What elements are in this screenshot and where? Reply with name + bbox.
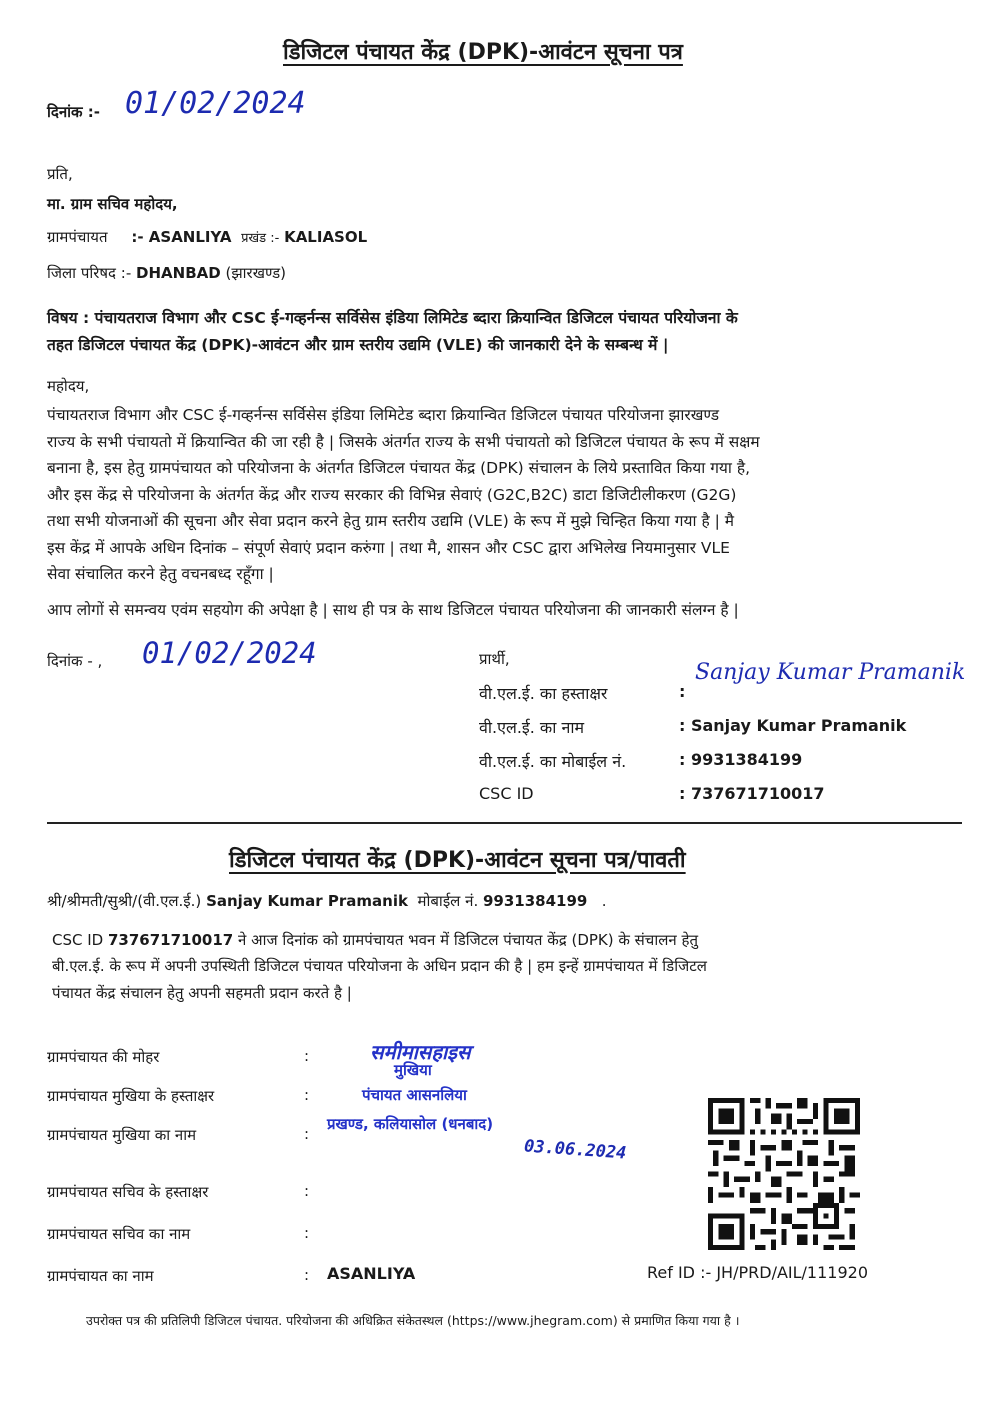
letter-title: डिजिटल पंचायत केंद्र (DPK)-आवंटन सूचना पत्र: [283, 40, 683, 65]
gp-head-signature-label: ग्रामपंचायत मुखिया के हस्ताक्षर: [47, 1087, 215, 1105]
vle-mobile-value: : 9931384199: [679, 750, 803, 769]
receipt-line-2: [52, 930, 698, 950]
vle-name-value: : Sanjay Kumar Pramanik: [679, 716, 907, 735]
closing-line: आप लोगों से समन्वय एवंम सहयोग की अपेक्षा है | साथ ही पत्र के साथ डिजिटल पंचायत परियोजना की जानकारी संलग्न है |: [47, 601, 739, 619]
receipt-line-1: [47, 891, 606, 911]
vle-signature-label: वी.एल.ई. का हस्ताक्षर: [479, 684, 608, 703]
gp-label: ग्रामपंचायत: [47, 228, 108, 246]
salutation: महोदय,: [47, 377, 90, 395]
receipt-csc-value: 737671710017: [108, 931, 234, 949]
vle-signature: Sanjay Kumar Pramanik: [695, 660, 966, 685]
qr-code: [708, 1098, 860, 1250]
footer-note: उपरोक्त पत्र की प्रतिलिपी डिजिटल पंचायत. परियोजना की अधिक्रित संकेतस्थल (https://www.jhegram.com) से प्रमाणित किया गया है ।: [86, 1313, 740, 1328]
body-line: और इस केंद्र से परियोजना के अंतर्गत केंद्र और राज्य सरकार की विभिन्न सेवाएं (G2C,B2C) डाटा डिजिटीलीकरण (G2G): [47, 485, 737, 504]
district-state: (झारखण्ड): [225, 264, 286, 282]
gp-secretary-signature-label: ग्रामपंचायत सचिव के हस्ताक्षर: [47, 1183, 209, 1201]
date2-handwritten: 01/02/2024: [142, 636, 317, 670]
receipt-title: डिजिटल पंचायत केंद्र (DPK)-आवंटन सूचना पत्र/पावती: [229, 848, 686, 873]
addressee: मा. ग्राम सचिव महोदय,: [47, 195, 178, 213]
gp-seal-label: ग्रामपंचायत की मोहर: [47, 1048, 160, 1066]
subject-line: तहत डिजिटल पंचायत केंद्र (DPK)-आवंटन और ग्राम स्तरीय उद्यमि (VLE) की जानकारी देने के सम्बन्ध में |: [47, 336, 669, 354]
gp-name-value: ASANLIYA: [327, 1264, 416, 1283]
receipt-mobile-label: मोबाईल नं.: [417, 892, 479, 910]
block-label: प्रखंड :-: [241, 231, 280, 246]
body-line: राज्य के सभी पंचायतो में क्रियान्वित की जा रही है | जिसके अंतर्गत राज्य के सभी पंचायतो को डिजिटल पंचायत के रूप में सक्षम: [47, 432, 760, 451]
csc-id-value: : 737671710017: [679, 784, 825, 803]
gp-name-label: ग्रामपंचायत का नाम: [47, 1267, 154, 1285]
gp-head-name-colon: :: [304, 1125, 310, 1143]
date-label: दिनांक :-: [47, 103, 101, 121]
vle-mobile-label: वी.एल.ई. का मोबाईल नं.: [479, 752, 627, 771]
applicant-label: प्रार्थी,: [479, 650, 510, 668]
stamp-date-handwritten: 03.06.2024: [523, 1136, 627, 1164]
gp-secretary-name-label: ग्रामपंचायत सचिव का नाम: [47, 1225, 191, 1243]
csc-id-label: CSC ID: [479, 784, 534, 803]
gp-seal-colon: :: [304, 1047, 310, 1065]
gram-panchayat-row: [47, 227, 367, 247]
vle-name-label: वी.एल.ई. का नाम: [479, 718, 585, 737]
body-line: इस केंद्र में आपके अधिन दिनांक – संपूर्ण सेवाएं प्रदान करुंगा | तथा मै, शासन और CSC द्वारा अभिलेख नियमानुसार VLE: [47, 538, 730, 557]
body-line: बनाना है, इस हेतु ग्रामपंचायत को परियोजना के अंतर्गत डिजिटल पंचायत केंद्र (DPK) संचालन के लिये प्रस्तावित किया गया है,: [47, 459, 751, 477]
mukhiya-signature: समीमासहाइस: [370, 1040, 471, 1064]
receipt-csc-label: CSC ID: [52, 931, 104, 949]
district-label: जिला परिषद :-: [47, 264, 132, 282]
date-handwritten: 01/02/2024: [125, 86, 306, 121]
gp-value: :- ASANLIYA: [131, 228, 232, 246]
receipt-prefix: श्री/श्रीमती/सुश्री/(वी.एल.ई.): [47, 892, 202, 910]
gp-head-signature-colon: :: [304, 1086, 310, 1104]
receipt-line-4: पंचायत केंद्र संचालन हेतु अपनी सहमती प्रदान करते है |: [52, 984, 352, 1002]
gp-head-name-label: ग्रामपंचायत मुखिया का नाम: [47, 1126, 197, 1144]
gp-name-colon: :: [304, 1266, 310, 1284]
district-value: DHANBAD: [136, 264, 221, 282]
receipt-line-2-rest: ने आज दिनांक को ग्रामपंचायत भवन में डिजिटल पंचायत केंद्र (DPK) के संचालन हेतु: [238, 931, 698, 949]
subject-line: विषय : पंचायतराज विभाग और CSC ई-गव्हर्नन्स सर्विसेस इंडिया लिमिटेड ब्दारा क्रियान्वित डिजिटल पंचायत परियोजना के: [47, 309, 738, 327]
receipt-line-3: बी.एल.ई. के रूप में अपनी उपस्थिती डिजिटल पंचायत परियोजना के अधिन प्रदान की है | हम इन्हें ग्रामपंचायत में डिजिटल: [52, 957, 707, 975]
reference-id: Ref ID :- JH/PRD/AIL/111920: [647, 1263, 868, 1282]
vle-signature-colon: :: [679, 682, 686, 701]
subject: [47, 305, 967, 359]
block-value: KALIASOL: [284, 228, 368, 246]
stamp-line-2: पंचायत आसनलिया: [362, 1086, 467, 1104]
gp-secretary-name-colon: :: [304, 1224, 310, 1242]
body-line: पंचायतराज विभाग और CSC ई-गव्हर्नन्स सर्विसेस इंडिया लिमिटेड ब्दारा क्रियान्वित डिजिटल पंचायत परियोजना झारखण्ड: [47, 406, 720, 424]
to-label: प्रति,: [47, 165, 73, 183]
body-line: तथा सभी योजनाओं की सूचना और सेवा प्रदान करने हेतु ग्राम स्तरीय उद्यमि (VLE) के रूप में मुझे चिन्हित किया गया है | मै: [47, 512, 735, 530]
section-divider: [47, 822, 962, 824]
district-row: [47, 263, 286, 283]
receipt-vle-name: Sanjay Kumar Pramanik: [206, 892, 408, 910]
gp-secretary-signature-colon: :: [304, 1182, 310, 1200]
stamp-line-3: प्रखण्ड, कलियासोल (धनबाद): [327, 1115, 494, 1133]
body-paragraph: [47, 402, 952, 588]
receipt-mobile-value: 9931384199: [483, 892, 588, 910]
stamp-line-1: मुखिया: [394, 1061, 432, 1079]
body-line: सेवा संचालित करने हेतु वचनबध्द रहूँगा |: [47, 565, 274, 583]
date2-label: दिनांक - ,: [47, 652, 103, 670]
receipt-dot: .: [601, 892, 607, 910]
